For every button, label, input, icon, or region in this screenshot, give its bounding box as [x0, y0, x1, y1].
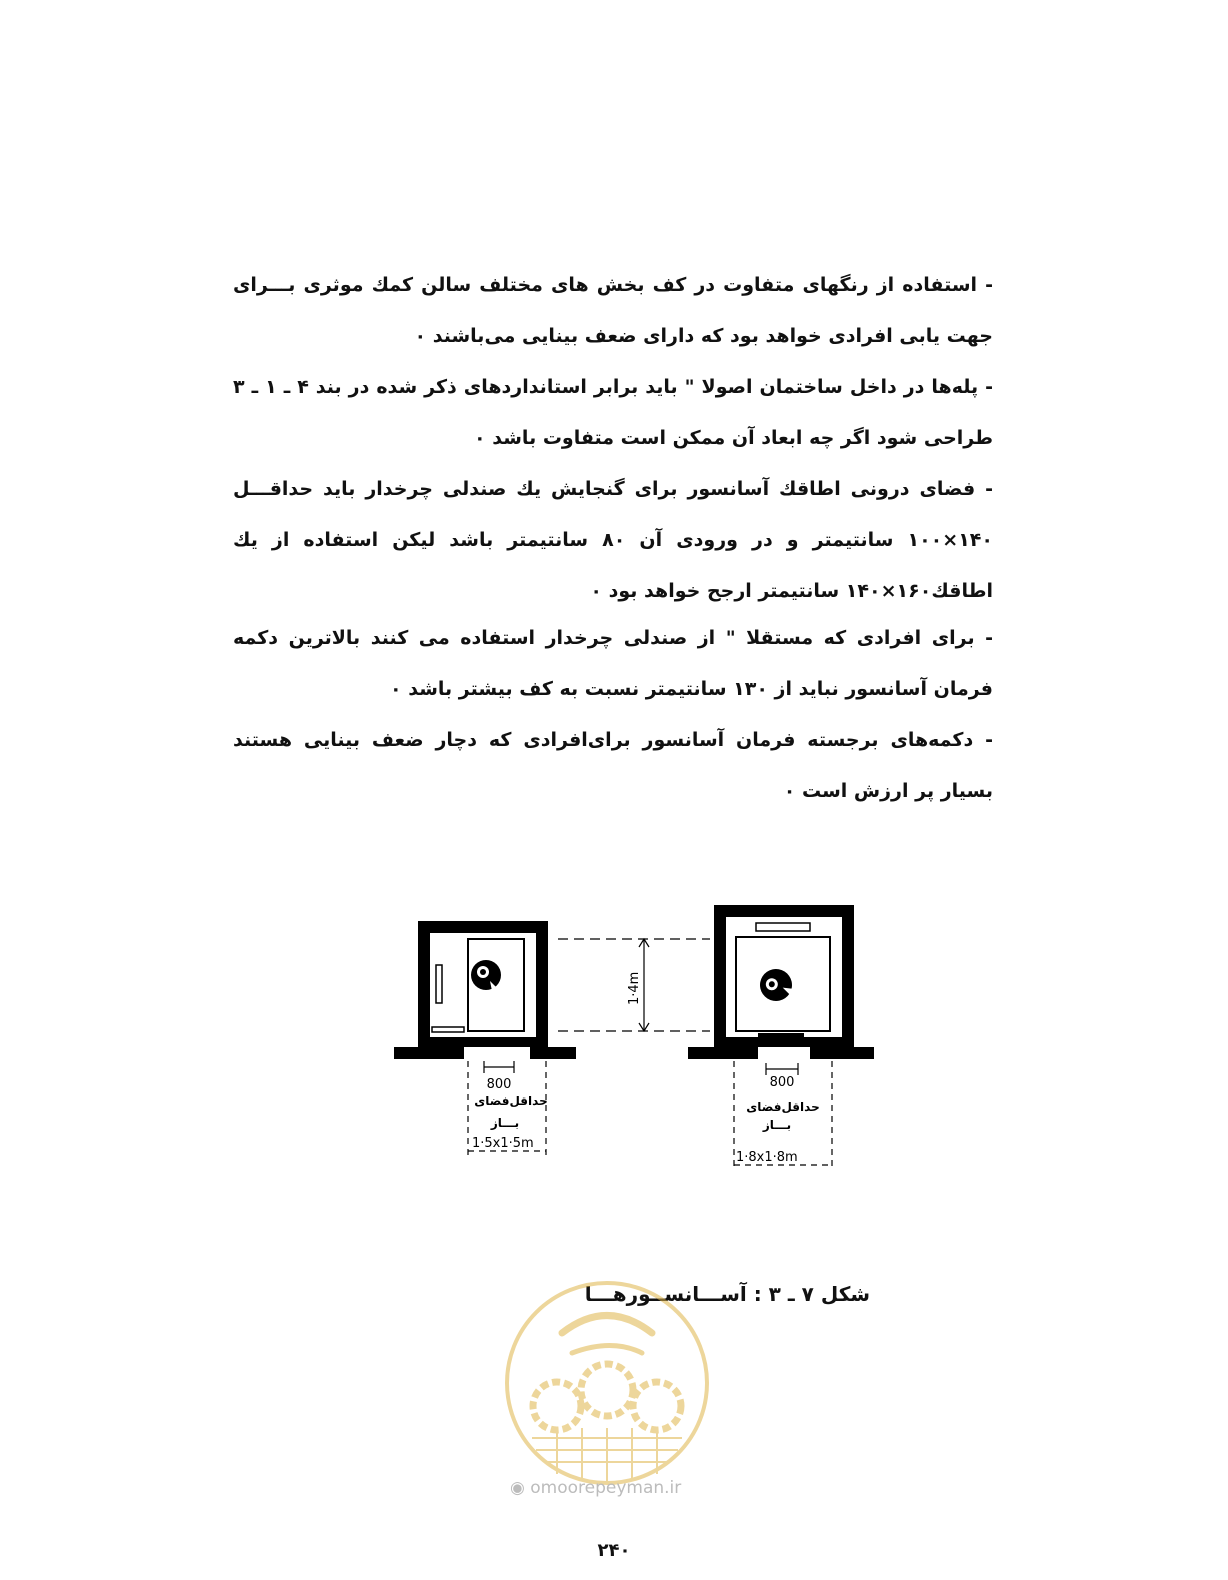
height-dimension [558, 939, 710, 1031]
small-label-1: حداقل‌فضای [474, 1094, 548, 1108]
watermark-url: ◉ omoorepeyman.ir [510, 1478, 682, 1498]
small-door-width: 800 [486, 1077, 512, 1092]
small-elevator-clearance [468, 1061, 548, 1155]
paragraph-5: - دکمه‌های برجسته فرمان آسانسور برای‌افرادی که دچار ضعف بینایی هستند بسیار پر ارزش است ۰ [233, 729, 993, 802]
paragraph-1: - استفاده از رنگهای متفاوت در کف بخش های مختلف سالن کمك موثری بـــرای جهت یابی افرادی خواهد بود که دارای ضعف بینایی می‌باشند ۰ [233, 274, 993, 347]
paragraph-3: - فضای درونی اطاقك آسانسور برای گنجایش یك صندلی چرخدار باید حداقـــل ۱۴۰×۱۰۰ سانتیمتر و در ورودی آن ۸۰ سانتیمتر باشد لیکن استفاده از یك اطاقك۱۶۰×۱۴۰ سانتیمتر ارجح خواهد بود ۰ [233, 478, 993, 602]
large-label-1: حداقل‌فضای [746, 1100, 820, 1114]
small-elevator-plan [394, 921, 576, 1059]
large-area: 1·8x1·8m [736, 1150, 798, 1165]
large-door-width: 800 [769, 1075, 795, 1090]
height-label: 1·4m [627, 971, 642, 1005]
page-number: ۲۴۰ [597, 1540, 631, 1561]
large-elevator-clearance [734, 1061, 832, 1169]
small-area: 1·5x1·5m [472, 1136, 534, 1151]
paragraph-2: - پله‌ها در داخل ساختمان اصولا " باید برابر استانداردهای ذکر شده در بند ۴ ـ ۱ ـ ۳ طراحی شود اگر چه ابعاد آن ممکن است متفاوت باشد ۰ [233, 376, 993, 449]
gear-logo-icon [502, 1278, 712, 1488]
figure-caption: شکل ۷ ـ ۳ : آســـانســورهـــا [584, 1282, 870, 1306]
small-label-2: بـــاز [490, 1116, 520, 1130]
paragraph-4: - برای افرادی که مستقلا " از صندلی چرخدار استفاده می کنند بالاترین دکمه فرمان آسانسور نباید از ۱۳۰ سانتیمتر نسبت به کف بیشتر باشد ۰ [233, 627, 993, 700]
elevator-figure [380, 895, 900, 1185]
large-label-2: بـــاز [762, 1118, 792, 1132]
large-elevator-plan [688, 905, 874, 1059]
